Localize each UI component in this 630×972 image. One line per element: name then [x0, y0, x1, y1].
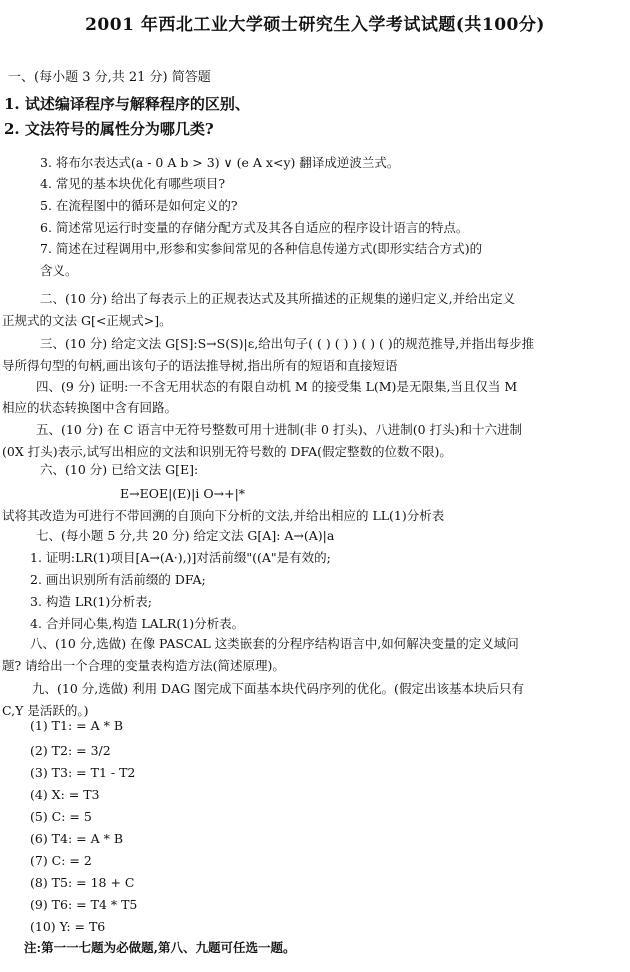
- question-3: 3. 将布尔表达式(a - 0 A b > 3) ∨ (e A x<y) 翻译成逆波兰式。: [40, 155, 400, 170]
- question-5: 5. 在流程图中的循环是如何定义的?: [40, 198, 238, 213]
- section-3-line-1: 三、(10 分) 给定文法 G[S]:S→S(S)|ε,给出句子( ( ) ( ) ) ( ) ( )的规范推导,并指出每步推: [40, 336, 535, 351]
- code-line: (2) T2: = 3/2: [30, 743, 111, 758]
- code-line: (8) T5: = 18 + C: [30, 875, 135, 890]
- section-7-item-4: 4. 合并同心集,构造 LALR(1)分析表。: [30, 616, 245, 631]
- section-5-line-2: (0X 打头)表示,试写出相应的文法和识别无符号数的 DFA(假定整数的位数不限)。: [2, 444, 452, 459]
- code-line: (9) T6: = T4 * T5: [30, 897, 138, 912]
- section-4-line-2: 相应的状态转换图中含有回路。: [2, 400, 178, 415]
- question-7-line-1: 7. 简述在过程调用中,形参和实参间常见的各种信息传递方式(即形实结合方式)的: [40, 241, 483, 256]
- section-6-grammar: E→EOE|(E)|i O→+|*: [120, 486, 246, 501]
- section-7-header: 七、(每小题 5 分,共 20 分) 给定文法 G[A]: A→(A)|a: [36, 528, 335, 543]
- section-2-line-2: 正规式的文法 G[<正规式>]。: [2, 313, 172, 328]
- question-4: 4. 常见的基本块优化有哪些项目?: [40, 176, 226, 191]
- question-1: 1. 试述编译程序与解释程序的区别、: [4, 95, 250, 113]
- section-4-line-1: 四、(9 分) 证明:一不含无用状态的有限自动机 M 的接受集 L(M)是无限集,当且仅当 M: [36, 379, 518, 394]
- code-line: (10) Y: = T6: [30, 919, 106, 934]
- section-6-header: 六、(10 分) 已给文法 G[E]:: [40, 462, 199, 477]
- section-2-line-1: 二、(10 分) 给出了每表示上的正规表达式及其所描述的正规集的递归定义,并给出定义: [40, 291, 516, 306]
- section-9-line-1: 九、(10 分,选做) 利用 DAG 图完成下面基本块代码序列的优化。(假定出该基本块后只有: [32, 681, 524, 696]
- question-7-line-2: 含义。: [40, 263, 78, 278]
- section-7-item-1: 1. 证明:LR(1)项目[A→(A·),)]对活前缀"((A"是有效的;: [30, 550, 331, 565]
- footnote: 注:第一一七题为必做题,第八、九题可任选一题。: [24, 940, 296, 955]
- section-6-task: 试将其改造为可进行不带回溯的自顶向下分析的文法,并给出相应的 LL(1)分析表: [2, 508, 445, 523]
- section-9-line-2: C,Y 是活跃的。): [2, 703, 89, 718]
- question-6: 6. 简述常见运行时变量的存储分配方式及其各自适应的程序设计语言的特点。: [40, 220, 469, 235]
- code-line: (1) T1: = A * B: [30, 718, 124, 733]
- section-8-line-1: 八、(10 分,选做) 在像 PASCAL 这类嵌套的分程序结构语言中,如何解决变量的定义域问: [30, 636, 519, 651]
- question-2: 2. 文法符号的属性分为哪几类?: [4, 120, 214, 138]
- section-5-line-1: 五、(10 分) 在 C 语言中无符号整数可用十进制(非 0 打头)、八进制(0 打头)和十六进制: [36, 422, 522, 437]
- section-1-header: 一、(每小题 3 分,共 21 分) 简答题: [8, 70, 211, 85]
- code-line: (4) X: = T3: [30, 787, 100, 802]
- section-7-item-3: 3. 构造 LR(1)分析表;: [30, 594, 153, 609]
- section-7-item-2: 2. 画出识别所有活前缀的 DFA;: [30, 572, 206, 587]
- section-8-line-2: 题? 请给出一个合理的变量表构造方法(简述原理)。: [2, 658, 285, 673]
- code-line: (3) T3: = T1 - T2: [30, 765, 136, 780]
- section-3-line-2: 导所得句型的句柄,画出该句子的语法推导树,指出所有的短语和直接短语: [2, 358, 398, 373]
- code-line: (5) C: = 5: [30, 809, 92, 824]
- code-line: (6) T4: = A * B: [30, 831, 124, 846]
- code-line: (7) C: = 2: [30, 853, 92, 868]
- exam-title: 2001 年西北工业大学硕士研究生入学考试试题(共100分): [85, 15, 545, 35]
